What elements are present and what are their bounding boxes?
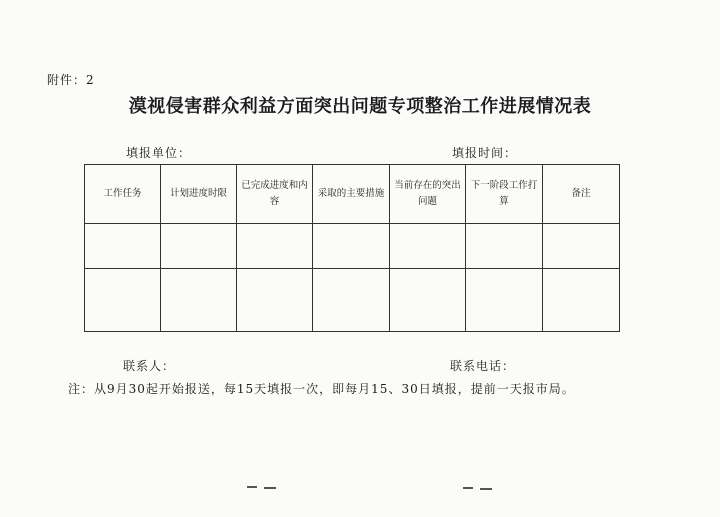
table-cell xyxy=(85,224,161,269)
header-completed-progress: 已完成进度和内容 xyxy=(237,165,313,224)
table-row xyxy=(85,269,620,332)
attachment-label: 附件：2 xyxy=(47,73,95,87)
scan-mark xyxy=(463,487,473,489)
table-cell xyxy=(543,269,620,332)
header-current-problems: 当前存在的突出问题 xyxy=(390,165,466,224)
progress-table xyxy=(84,164,620,332)
table-cell xyxy=(313,269,390,332)
header-remarks: 备注 xyxy=(543,165,620,224)
table-cell xyxy=(237,269,313,332)
scan-mark xyxy=(480,488,492,490)
table-cell xyxy=(466,224,543,269)
submission-note: 注：从9月30起开始报送，每15天填报一次，即每月15、30日填报，提前一天报市局。 xyxy=(68,382,575,396)
header-main-measures: 采取的主要措施 xyxy=(313,165,390,224)
fill-unit-label: 填报单位： xyxy=(126,146,192,160)
table-cell xyxy=(85,269,161,332)
table-cell xyxy=(543,224,620,269)
scan-mark xyxy=(264,487,276,489)
table-cell xyxy=(466,269,543,332)
table-header-row xyxy=(85,165,620,224)
header-planned-deadline: 计划进度时限 xyxy=(161,165,237,224)
contact-label: 联系人： xyxy=(123,359,176,373)
table-cell xyxy=(390,224,466,269)
table-cell xyxy=(237,224,313,269)
fill-time-label: 填报时间： xyxy=(452,146,518,160)
phone-label: 联系电话： xyxy=(450,359,516,373)
table-cell xyxy=(313,224,390,269)
scan-mark xyxy=(247,486,257,488)
table-row xyxy=(85,224,620,269)
header-next-plan: 下一阶段工作打算 xyxy=(466,165,543,224)
document-title: 漠视侵害群众利益方面突出问题专项整治工作进展情况表 xyxy=(128,96,592,117)
table-cell xyxy=(161,269,237,332)
table-cell xyxy=(390,269,466,332)
header-work-task: 工作任务 xyxy=(85,165,161,224)
table-cell xyxy=(161,224,237,269)
